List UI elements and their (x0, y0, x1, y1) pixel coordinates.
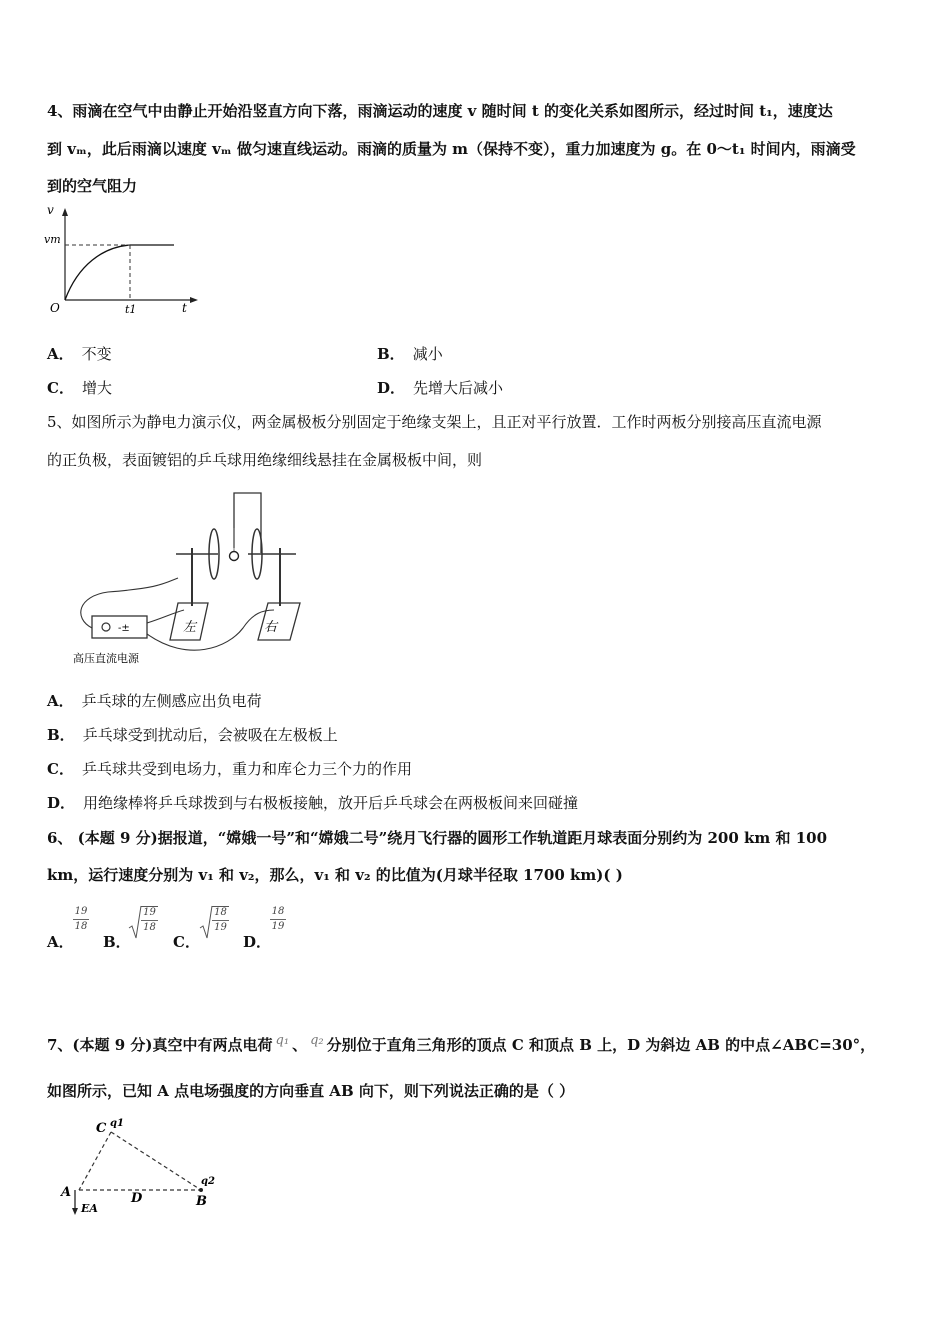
graph-t-label: t (182, 301, 187, 315)
vertex-b-label: B (196, 1194, 207, 1209)
q6-option-b-fraction: 19 18 (141, 906, 158, 934)
graph-t1-label: t1 (125, 303, 137, 316)
q5-electrostatic-apparatus-figure (68, 488, 308, 668)
graph-origin-label: O (50, 301, 60, 315)
q6-option-a-key: A． (47, 933, 74, 951)
svg-text:-±: -± (118, 623, 130, 634)
charge-q2-label: q2 (201, 1176, 215, 1187)
graph-vm-label: vm (44, 233, 61, 246)
q5-option-d: D． 用绝缘棒将乒乓球拨到与右极板接触，放开后乒乓球会在两极板间来回碰撞 (47, 794, 579, 812)
q6-text-line-1: 6、 (本题 9 分)据报道，“嫦娥一号”和“嫦娥二号”绕月飞行器的圆形工作轨道距月球表面分别约为 200 km 和 100 (47, 829, 828, 847)
q6-option-d-key: D． (243, 933, 272, 951)
q6-option-b-sqrt-icon (128, 904, 142, 940)
q4-text-line-2: 到 vₘ，此后雨滴以速度 vₘ 做匀速直线运动。雨滴的质量为 m（保持不变），重力加速度为 g。在 0～t₁ 时间内，雨滴受 (47, 140, 856, 158)
q6-option-c-sqrt-icon (199, 904, 213, 940)
q6-option-a-fraction: 19 18 (74, 906, 88, 932)
vertex-c-label: C (96, 1121, 107, 1136)
q7-q2-symbol: q₂ (310, 1033, 324, 1048)
midpoint-d-label: D (131, 1191, 143, 1206)
q6-option-d-fraction: 18 19 (271, 906, 285, 932)
q4-option-c: C． 增大 (47, 379, 112, 397)
right-stand-label: 右 (264, 620, 278, 635)
q5-option-a: A． 乒乓球的左侧感应出负电荷 (47, 692, 262, 710)
power-source-label: 高压直流电源 (73, 652, 139, 665)
q6-option-b-key: B． (103, 933, 131, 951)
q6-option-c-key: C． (173, 933, 200, 951)
q4-option-d: D． 先增大后减小 (377, 379, 504, 397)
vertex-a-label: A (61, 1185, 72, 1200)
q4-velocity-time-graph (38, 200, 208, 320)
graph-v-label: v (47, 203, 54, 217)
charge-q1-label: q1 (110, 1118, 124, 1129)
q7-q1-symbol: q₁ (275, 1033, 290, 1048)
q5-text-line-1: 5、如图所示为静电力演示仪，两金属极板分别固定于绝缘支架上，且正对平行放置．工作时两板分别接高压直流电源 (47, 413, 822, 431)
q6-option-c-fraction: 18 19 (212, 906, 229, 934)
q5-option-b: B． 乒乓球受到扰动后，会被吸在左极板上 (47, 726, 338, 744)
q4-text-line-1: 4、雨滴在空气中由静止开始沿竖直方向下落，雨滴运动的速度 v 随时间 t 的变化关系如图所示，经过时间 t₁，速度达 (47, 102, 833, 120)
q4-option-a: A． 不变 (47, 345, 112, 363)
left-stand-label: 左 (183, 620, 197, 635)
q4-text-line-3: 到的空气阻力 (47, 177, 138, 195)
q7-triangle-figure (55, 1112, 230, 1222)
field-ea-label: EA (81, 1202, 98, 1215)
q7-text-line-1: 7、(本题 9 分)真空中有两点电荷 q₁ 、 q₂ 分别位于直角三角形的顶点 C 和顶点 B 上，D 为斜边 AB 的中点∠ABC=30°， (47, 1033, 876, 1054)
q6-text-line-2: km，运行速度分别为 v₁ 和 v₂，那么，v₁ 和 v₂ 的比值为(月球半径取 1700 km)( ) (47, 866, 623, 884)
q5-option-c: C． 乒乓球共受到电场力，重力和库仑力三个力的作用 (47, 760, 412, 778)
q4-option-b: B． 减小 (377, 345, 443, 363)
q5-text-line-2: 的正负极，表面镀铝的乒乓球用绝缘细线悬挂在金属极板中间，则 (47, 451, 483, 469)
q7-text-line-2: 如图所示，已知 A 点电场强度的方向垂直 AB 向下，则下列说法正确的是（ ） (47, 1082, 575, 1100)
